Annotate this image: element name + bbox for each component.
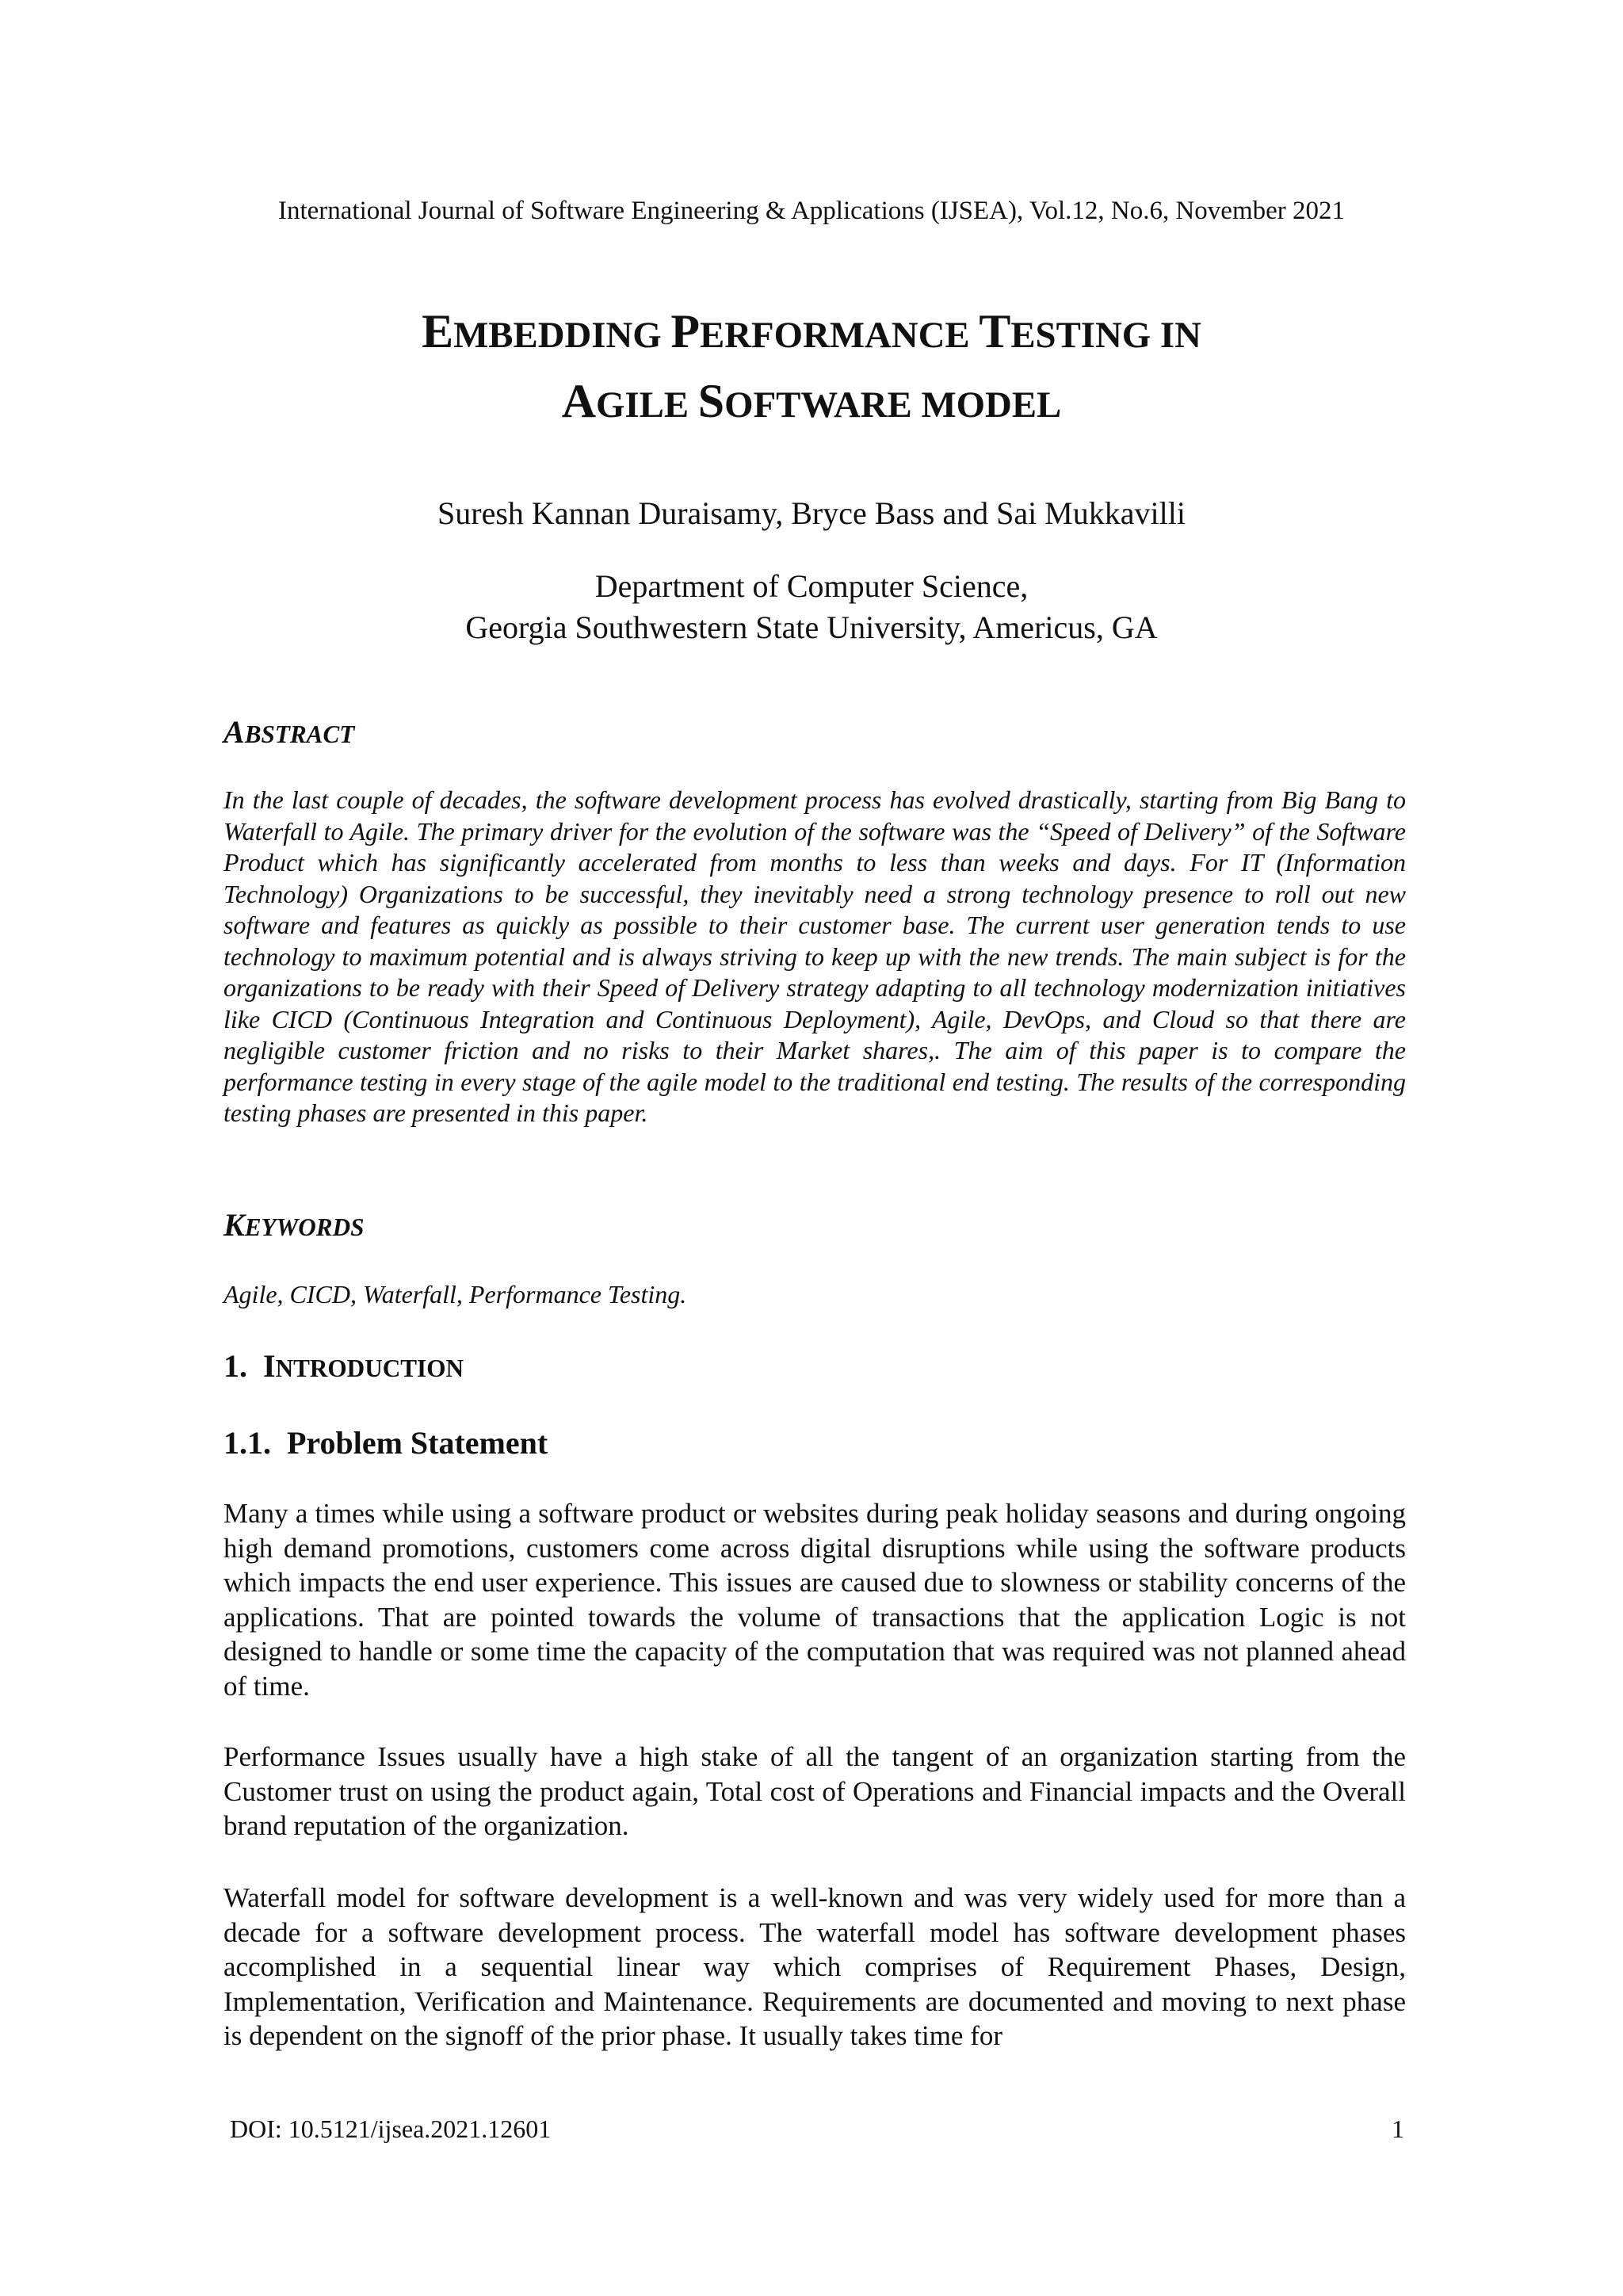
section-heading-introduction: 1. INTRODUCTION — [223, 1348, 464, 1384]
keywords-heading: KEYWORDS — [223, 1207, 365, 1243]
affiliation-department: Department of Computer Science, — [594, 568, 1029, 604]
abstract-text: In the last couple of decades, the software development process has evolved drastically, starting from Big Bang to Waterfall to Agile. The primary driver for the evolution of the software was the “Speed of Delivery” of the Software Product which has significantly accelerated from months to less than weeks and days. For IT (Information Technology) Organizations to be successful, they inevitably need a strong technology presence to roll out new software and features as quickly as possible to their customer base. The current user generation tends to use technology to maximum potential and is always striving to keep up with the new trends. The main subject is for the organizations to be ready with their Speed of Delivery strategy adapting to all technology modernization initiatives like CICD (Continuous Integration and Continuous Deployment), Agile, DevOps, and Cloud so that there are negligible customer friction and no risks to their Market shares,. The aim of this paper is to compare the performance testing in every stage of the agile model to the traditional end testing. The results of the corresponding testing phases are presented in this paper. — [223, 785, 1406, 1127]
title-line-2: AGILE SOFTWARE MODEL — [561, 375, 1062, 427]
doi-footer: DOI: 10.5121/ijsea.2021.12601 — [230, 2115, 552, 2143]
abstract-heading: ABSTRACT — [223, 714, 355, 750]
title-line-1: EMBEDDING PERFORMANCE TESTING IN — [422, 305, 1201, 357]
affiliation-university: Georgia Southwestern State University, Americus, GA — [465, 609, 1158, 645]
subsection-heading-problem-statement: 1.1. Problem Statement — [223, 1425, 548, 1461]
body-paragraph: Waterfall model for software development is a well-known and was very widely used for more than a decade for a software development process. The waterfall model has software development phases accomplished in a sequential linear way which comprises of Requirement Phases, Design, Implementation, Verification and Maintenance. Requirements are documented and moving to next phase is dependent on the signoff of the prior phase. It usually takes time for — [223, 1882, 1406, 2051]
body-paragraph: Many a times while using a software product or websites during peak holiday seasons and during ongoing high demand promotions, customers come across digital disruptions while using the software products which impacts the end user experience. This issues are caused due to slowness or stability concerns of the applications. That are pointed towards the volume of transactions that the application Logic is not designed to handle or some time the capacity of the computation that was required was not planned ahead of time. — [223, 1498, 1406, 1702]
affiliation — [0, 566, 1623, 648]
journal-header: International Journal of Software Engineering & Applications (IJSEA), Vol.12, No.6, November 2021 — [277, 197, 1346, 225]
body-paragraph: Performance Issues usually have a high stake of all the tangent of an organization starting from the Customer trust on using the product again, Total cost of Operations and Financial impacts and the Overall brand reputation of the organization. — [223, 1741, 1406, 1841]
paper-title — [0, 305, 1623, 447]
keywords-text: Agile, CICD, Waterfall, Performance Testing. — [223, 1280, 687, 1308]
page-number: 1 — [1392, 2115, 1404, 2143]
author-list: Suresh Kannan Duraisamy, Bryce Bass and Sai Mukkavilli — [437, 495, 1186, 531]
